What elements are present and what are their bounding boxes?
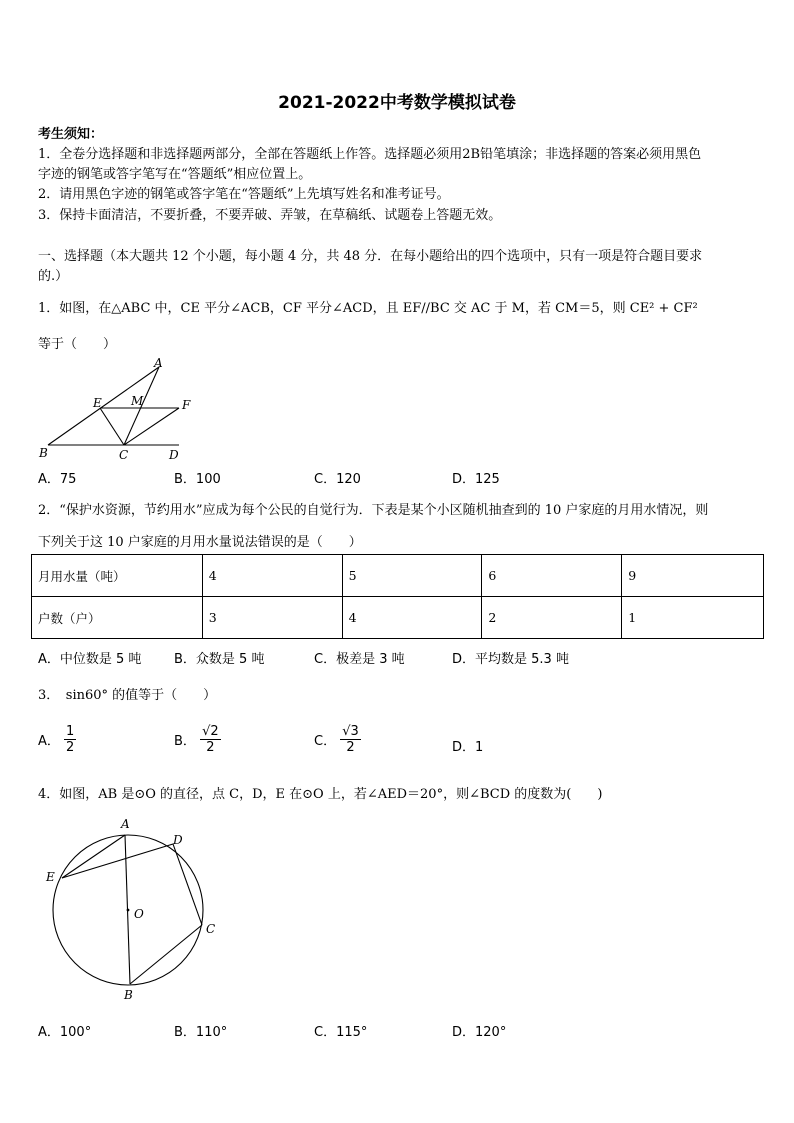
numerator: 1 <box>66 724 75 739</box>
q2-option-a[interactable]: A．中位数是 5 吨 <box>38 652 142 667</box>
table-cell: 5 <box>342 555 482 597</box>
denominator: 2 <box>346 740 355 755</box>
numerator: √2 <box>202 724 219 739</box>
q4-stem: 4．如图，AB 是⊙O 的直径，点 C，D，E 在⊙O 上，若∠AED＝20°，则∠BCD 的度数为( ) <box>38 787 603 802</box>
q2-stem: 2．“保护水资源，节约用水”应成为每个公民的自觉行为．下表是某个小区随机抽查到的 10 户家庭的月用水情况，则 <box>38 503 709 518</box>
q3-option-c-label: C． <box>314 734 337 749</box>
q1-label-c: C <box>119 448 129 462</box>
q3-option-c[interactable] <box>314 724 361 755</box>
fraction <box>200 724 221 755</box>
q4-option-b[interactable]: B．110° <box>174 1025 228 1040</box>
notice-item-1: 1．全卷分选择题和非选择题两部分，全部在答题纸上作答。选择题必须用2B铅笔填涂；非选择题的答案必须用黑色 <box>38 147 702 162</box>
center-point <box>127 909 130 912</box>
page-title: 2021-2022中考数学模拟试卷 <box>278 93 516 113</box>
q4-label-c: C <box>206 922 216 936</box>
water-usage-table <box>31 554 764 639</box>
q1-label-e: E <box>93 396 102 410</box>
table-cell: 9 <box>622 555 764 597</box>
q4-figure <box>40 812 225 1007</box>
q3-option-a-label: A． <box>38 734 60 749</box>
table-cell: 6 <box>482 555 622 597</box>
q3-option-b-label: B． <box>174 734 196 749</box>
q1-label-a: A <box>154 356 163 370</box>
denominator: 2 <box>66 740 75 755</box>
q2-option-c[interactable]: C．极差是 3 吨 <box>314 652 405 667</box>
q3-option-d[interactable]: D．1 <box>452 740 484 755</box>
q1-figure <box>36 355 206 463</box>
table-cell: 4 <box>202 555 342 597</box>
fraction <box>340 724 361 755</box>
q2-stem-cont: 下列关于这 10 户家庭的月用水量说法错误的是（ ） <box>38 535 362 550</box>
q1-stem-cont: 等于（ ） <box>38 337 117 352</box>
numerator: √3 <box>342 724 359 739</box>
table-cell: 3 <box>202 597 342 639</box>
q1-label-b: B <box>39 446 48 460</box>
notice-item-2: 2．请用黑色字迹的钢笔或答字笔在“答题纸”上先填写姓名和准考证号。 <box>38 187 450 202</box>
notice-item-3: 3．保持卡面清洁，不要折叠，不要弄破、弄皱，在草稿纸、试题卷上答题无效。 <box>38 208 502 223</box>
q4-option-a[interactable]: A．100° <box>38 1025 92 1040</box>
table-cell: 月用水量（吨） <box>32 555 203 597</box>
q1-stem: 1．如图，在△ABC 中，CE 平分∠ACB，CF 平分∠ACD，且 EF//BC 交 AC 于 M，若 CM＝5，则 CE² + CF² <box>38 301 698 316</box>
q3-option-b[interactable] <box>174 724 221 755</box>
notice-item-1-cont: 字迹的钢笔或答字笔写在“答题纸”相应位置上。 <box>38 167 312 182</box>
table-cell: 1 <box>622 597 764 639</box>
q1-label-d: D <box>169 448 179 462</box>
q3-option-a[interactable] <box>38 724 76 755</box>
q1-option-d[interactable]: D．125 <box>452 472 500 487</box>
q3-stem: 3． sin60° 的值等于（ ） <box>38 688 217 703</box>
q1-option-b[interactable]: B．100 <box>174 472 221 487</box>
q4-label-d: D <box>173 833 183 847</box>
q2-option-d[interactable]: D．平均数是 5.3 吨 <box>452 652 569 667</box>
q1-option-a[interactable]: A．75 <box>38 472 77 487</box>
fraction <box>64 724 76 755</box>
denominator: 2 <box>206 740 215 755</box>
q4-option-d[interactable]: D．120° <box>452 1025 507 1040</box>
q1-label-f: F <box>182 398 191 412</box>
table-cell: 2 <box>482 597 622 639</box>
notice-heading: 考生须知： <box>38 127 104 142</box>
q1-option-c[interactable]: C．120 <box>314 472 361 487</box>
q4-label-o: O <box>134 907 144 921</box>
table-row <box>32 597 764 639</box>
table-cell: 4 <box>342 597 482 639</box>
section-heading-cont: 的.） <box>38 269 69 284</box>
table-row <box>32 555 764 597</box>
q4-label-e: E <box>46 870 55 884</box>
q4-label-a: A <box>121 817 130 831</box>
q4-label-b: B <box>124 988 133 1002</box>
table-cell: 户数（户） <box>32 597 203 639</box>
q4-option-c[interactable]: C．115° <box>314 1025 368 1040</box>
q2-option-b[interactable]: B．众数是 5 吨 <box>174 652 265 667</box>
section-heading: 一、选择题（本大题共 12 个小题，每小题 4 分，共 48 分．在每小题给出的四个选项中，只有一项是符合题目要求 <box>38 249 703 264</box>
q1-label-m: M <box>131 394 144 408</box>
